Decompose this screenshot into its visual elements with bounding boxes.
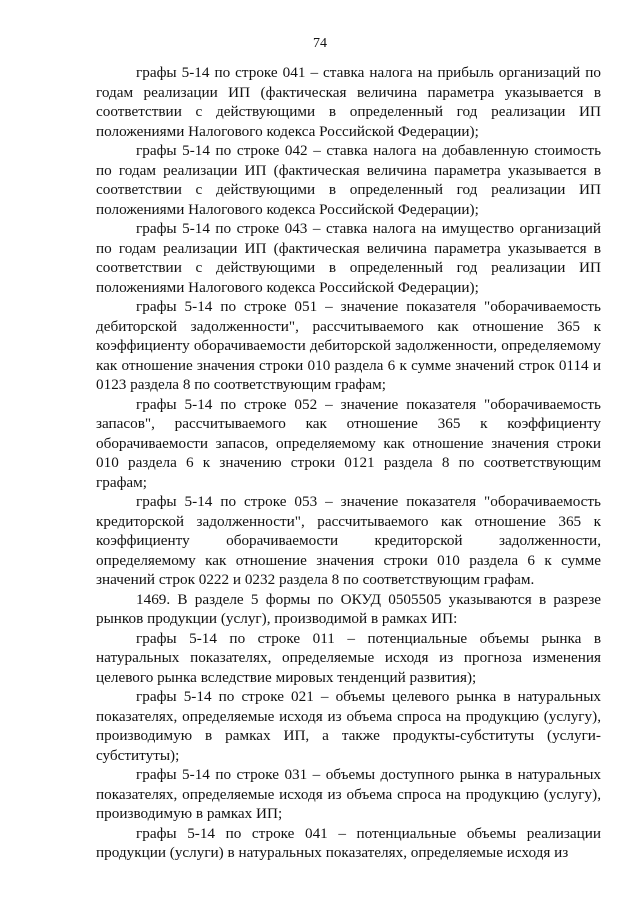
- paragraph-1469-section-5: 1469. В разделе 5 формы по ОКУД 0505505 указываются в разрезе рынков продукции (услуг), производимой в рамках ИП:: [96, 590, 601, 627]
- paragraph-row-021-target-market: графы 5-14 по строке 021 – объемы целевого рынка в натуральных показателях, определяемые исходя из объема спроса на продукцию (услугу), производимую в рамках ИП, а также продукты-субституты (услуги-субституты);: [96, 688, 601, 764]
- paragraph-row-043-property-tax: графы 5-14 по строке 043 – ставка налога на имущество организаций по годам реализации ИП (фактическая величина параметра указывается в соответствии с действующими в определенный год реализации ИП положениями Налогового кодекса Российской Федерации);: [96, 220, 601, 296]
- paragraph-row-051-receivables-turnover: графы 5-14 по строке 051 – значение показателя "оборачиваемость дебиторской задолженности", рассчитываемого как отношение 365 к коэффициенту оборачиваемости дебиторской задолженности, определяемому как отношение значения строки 010 раздела 6 к сумме значений строк 0114 и 0123 раздела 8 по соответствующим графам;: [96, 298, 601, 393]
- page-number: 74: [313, 36, 327, 51]
- paragraph-row-053-payables-turnover: графы 5-14 по строке 053 – значение показателя "оборачиваемость кредиторской задолженности", рассчитываемого как отношение 365 к коэффициенту оборачиваемости кредиторской задолженности, определяемому как отношение значения строки 010 раздела 6 к сумме значений строк 0222 и 0232 раздела 8 по соответствующим графам.: [96, 493, 601, 588]
- page-body: [96, 63, 601, 863]
- paragraph-row-041-potential-sales: графы 5-14 по строке 041 – потенциальные объемы реализации продукции (услуги) в натуральных показателях, определяемые исходя из: [96, 824, 601, 861]
- paragraph-row-052-inventory-turnover: графы 5-14 по строке 052 – значение показателя "оборачиваемость запасов", рассчитываемого как отношение 365 к коэффициенту оборачиваемости запасов, определяемому как отношение значения строки 010 раздела 6 к значению строки 0121 раздела 8 по соответствующим графам;: [96, 395, 601, 491]
- paragraph-row-041-profit-tax: графы 5-14 по строке 041 – ставка налога на прибыль организаций по годам реализации ИП (фактическая величина параметра указывается в соответствии с действующими в определенный год реализации ИП положениями Налогового кодекса Российской Федерации);: [96, 64, 601, 140]
- paragraph-row-031-available-market: графы 5-14 по строке 031 – объемы доступного рынка в натуральных показателях, определяемые исходя из объема спроса на продукцию (услугу), производимую в рамках ИП;: [96, 766, 601, 822]
- paragraph-row-011-potential-market: графы 5-14 по строке 011 – потенциальные объемы рынка в натуральных показателях, определяемые исходя из прогноза изменения целевого рынка вследствие мировых тенденций развития);: [96, 629, 601, 686]
- paragraph-row-042-vat: графы 5-14 по строке 042 – ставка налога на добавленную стоимость по годам реализации ИП (фактическая величина параметра указывается в соответствии с действующими в определенный год реализации ИП положениями Налогового кодекса Российской Федерации);: [96, 142, 601, 218]
